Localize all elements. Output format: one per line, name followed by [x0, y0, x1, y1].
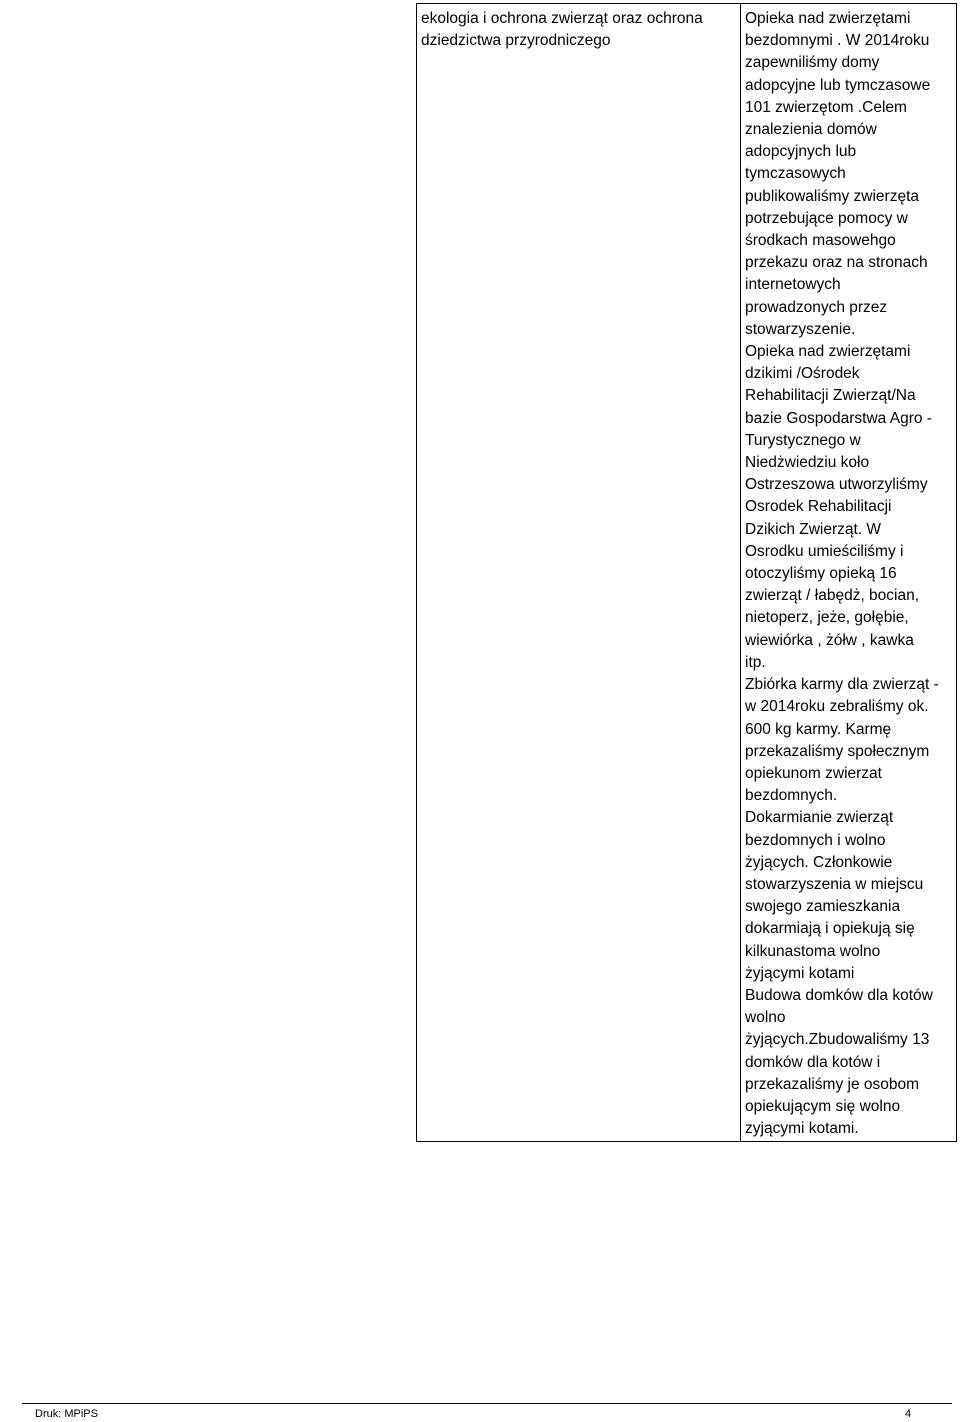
description-line: opiekującym się wolno [745, 1097, 901, 1115]
description-line: bezdomnymi . W 2014roku [745, 32, 930, 50]
description-line: nietoperz, jeże, gołębie, [745, 609, 909, 627]
description-line: stowarzyszenia w miejscu [745, 875, 924, 893]
description-line: adopcyjne lub tymczasowe [745, 76, 931, 94]
footer-divider [22, 1403, 952, 1404]
description-line: Dzikich Zwierząt. W [745, 520, 882, 538]
description-line: itp. [745, 653, 766, 671]
description-line: internetowych [745, 276, 841, 294]
description-line: wolno [745, 1009, 786, 1027]
description-line: znalezienia domów [745, 121, 877, 139]
description-line: żyjącymi kotami [745, 964, 855, 982]
category-line: ekologia i ochrona zwierząt oraz ochrona [421, 10, 703, 27]
description-line: stowarzyszenie. [745, 320, 856, 338]
description-line: dokarmiają i opiekują się [745, 920, 915, 938]
description-line: Niedżwiedziu koło [745, 454, 870, 472]
description-line: swojego zamieszkania [745, 898, 901, 916]
description-line: Zbiórka karmy dla zwierząt - [745, 676, 939, 694]
description-line: publikowaliśmy zwierzęta [745, 187, 920, 205]
description-block-wild [745, 341, 952, 1140]
footer-print-label: Druk: MPiPS [35, 1408, 98, 1420]
description-line: środkach masowehgo [745, 232, 896, 250]
description-line: zyjącymi kotami. [745, 1120, 859, 1138]
table-cell-category [417, 4, 741, 1141]
description-line: prowadzonych przez [745, 298, 888, 316]
description-line: zapewniliśmy domy [745, 54, 880, 72]
description-line: 600 kg karmy. Karmę [745, 720, 892, 738]
description-line: wiewiórka , żółw , kawka [745, 631, 914, 649]
description-line: Osrodek Rehabilitacji [745, 498, 892, 516]
description-line: Turystycznego w [745, 431, 861, 449]
description-line: Dokarmianie zwierząt [745, 809, 894, 827]
description-line: Opieka nad zwierzętami [745, 10, 911, 27]
description-block-domestic [745, 8, 952, 341]
description-line: przekazaliśmy je osobom [745, 1075, 920, 1093]
description-line: domków dla kotów i [745, 1053, 881, 1071]
description-line: Osrodku umieściliśmy i [745, 542, 904, 560]
description-line: potrzebujące pomocy w [745, 209, 908, 227]
description-line: zwierząt / łabędż, bocian, [745, 587, 920, 605]
description-line: Ostrzeszowa utworzyliśmy [745, 476, 928, 494]
description-line: bezdomnych. [745, 787, 838, 805]
category-line: dziedzictwa przyrodniczego [421, 32, 611, 50]
description-line: bazie Gospodarstwa Agro - [745, 409, 932, 427]
description-line: opiekunom zwierzat [745, 764, 882, 782]
description-line: bezdomnych i wolno [745, 831, 886, 849]
description-line: żyjących. Członkowie [745, 853, 893, 871]
description-line: adopcyjnych lub [745, 143, 857, 161]
description-line: Opieka nad zwierzętami [745, 343, 911, 361]
description-line: kilkunastoma wolno [745, 942, 881, 960]
description-line: otoczyliśmy opieką 16 [745, 565, 897, 583]
description-line: 101 zwierzętom .Celem [745, 98, 907, 116]
page-number: 4 [905, 1408, 912, 1420]
description-line: Rehabilitacji Zwierząt/Na [745, 387, 916, 405]
table-cell-description [741, 4, 956, 1141]
description-line: Budowa domków dla kotów [745, 986, 933, 1004]
description-line: w 2014roku zebraliśmy ok. [745, 698, 929, 716]
description-line: przekazu oraz na stronach [745, 254, 928, 272]
content-table [416, 3, 957, 1142]
description-line: przekazaliśmy społecznym [745, 742, 930, 760]
description-line: tymczasowych [745, 165, 846, 183]
description-line: dzikimi /Ośrodek [745, 365, 860, 383]
description-line: żyjących.Zbudowaliśmy 13 [745, 1031, 930, 1049]
